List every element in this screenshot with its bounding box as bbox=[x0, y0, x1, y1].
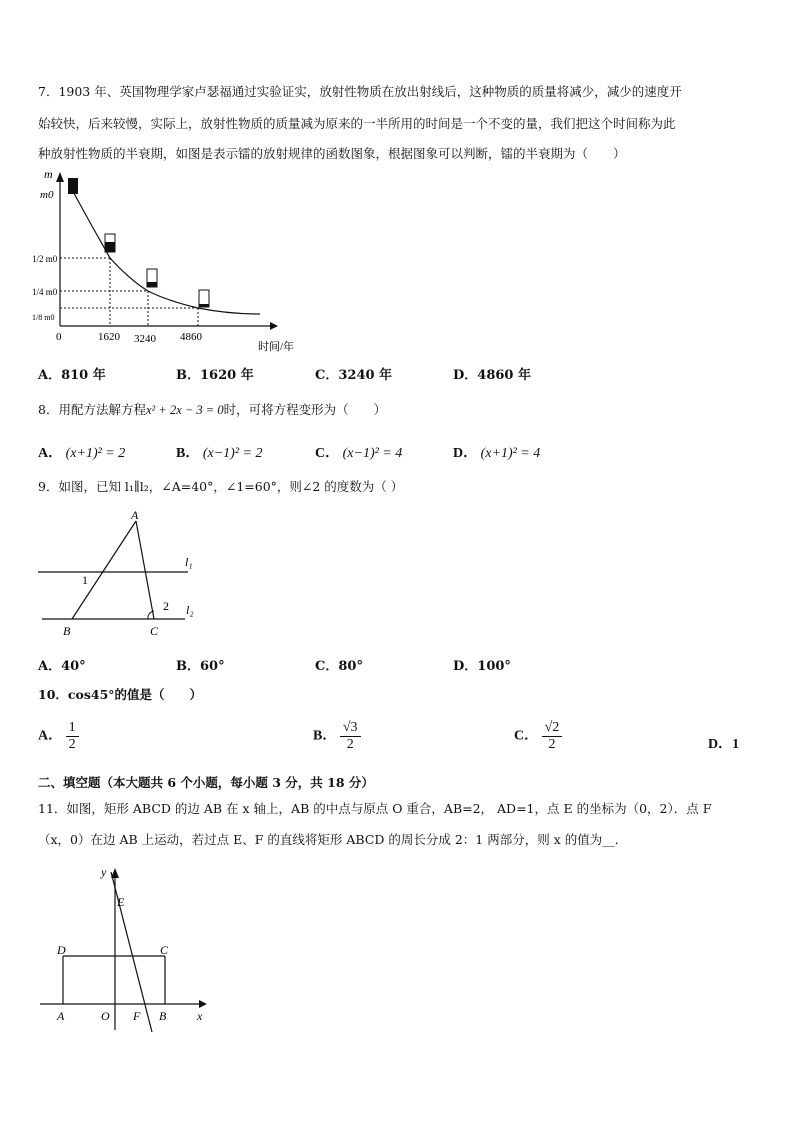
full-container-icon bbox=[68, 178, 78, 194]
svg-text:时间/年: 时间/年 bbox=[258, 341, 295, 353]
section-2-title: 二、填空题（本大题共 6 个小题，每小题 3 分，共 18 分） bbox=[38, 775, 374, 790]
q7-option-c[interactable]: C．3240 年 bbox=[315, 368, 393, 383]
q11-stem-line1: 11．如图，矩形 ABCD 的边 AB 在 x 轴上，AB 的中点与原点 O 重合，AB=2， AD=1，点 E 的坐标为（0，2）．点 F bbox=[38, 801, 712, 816]
svg-text:1/8 m0: 1/8 m0 bbox=[32, 313, 55, 322]
q7-option-a[interactable]: A．810 年 bbox=[38, 368, 106, 383]
q7-option-d[interactable]: D．4860 年 bbox=[453, 368, 531, 383]
svg-text:B: B bbox=[63, 624, 71, 638]
svg-text:x: x bbox=[197, 1009, 203, 1023]
svg-text:m: m bbox=[44, 168, 53, 181]
q7-stem-line2: 始较快，后来较慢，实际上，放射性物质的质量减为原来的一半所用的时间是一个不变的量，我们把这个时间称为此 bbox=[38, 116, 676, 131]
q11-rectangle-figure bbox=[35, 862, 220, 1037]
q11-stem-line2: （x，0）在边 AB 上运动，若过点 E、F 的直线将矩形 ABCD 的周长分成 2：1 两部分，则 x 的值为__． bbox=[38, 832, 628, 847]
svg-text:A: A bbox=[131, 508, 139, 522]
svg-text:1: 1 bbox=[82, 573, 88, 587]
q9-option-b[interactable]: B．60° bbox=[176, 659, 225, 674]
svg-text:B: B bbox=[159, 1009, 167, 1023]
svg-text:4860: 4860 bbox=[180, 331, 202, 343]
svg-text:C: C bbox=[150, 624, 159, 638]
q9-option-a[interactable]: A．40° bbox=[38, 659, 86, 674]
svg-text:2: 2 bbox=[163, 599, 169, 613]
svg-text:E: E bbox=[117, 895, 125, 909]
svg-text:l₁: l₁ bbox=[185, 555, 193, 569]
q10-stem: 10．cos45°的值是（ ） bbox=[38, 687, 203, 702]
q9-parallel-lines-figure bbox=[30, 505, 220, 645]
q8-option-a[interactable]: A． (x+1)² = 2 bbox=[38, 446, 126, 461]
svg-text:C: C bbox=[160, 943, 169, 957]
svg-text:A: A bbox=[57, 1009, 65, 1023]
q7-option-b[interactable]: B．1620 年 bbox=[176, 368, 254, 383]
q7-decay-graph bbox=[30, 168, 320, 358]
svg-text:D: D bbox=[57, 943, 66, 957]
q7-stem-line1: 7．1903 年、英国物理学家卢瑟福通过实验证实，放射性物质在放出射线后，这种物质的质量将减少，减少的速度开 bbox=[38, 84, 682, 99]
quarter-container-icon bbox=[147, 282, 157, 287]
q9-option-d[interactable]: D．100° bbox=[453, 659, 511, 674]
q8-option-c[interactable]: C． (x−1)² = 4 bbox=[315, 446, 403, 461]
svg-text:O: O bbox=[101, 1009, 110, 1023]
q10-option-c[interactable]: C． $\frac{√2}{2}$ bbox=[514, 720, 562, 753]
svg-text:m0: m0 bbox=[40, 189, 54, 201]
q8-stem: 8．用配方法解方程x² + 2x − 3 = 0时，可将方程变形为（ ） bbox=[38, 402, 387, 417]
svg-text:1/4 m0: 1/4 m0 bbox=[32, 287, 58, 297]
q7-stem-line3: 种放射性物质的半衰期，如图是表示镭的放射规律的函数图象，根据图象可以判断，镭的半衰期为（ ） bbox=[38, 146, 626, 161]
svg-text:0: 0 bbox=[56, 331, 62, 343]
half-container-icon bbox=[105, 242, 115, 252]
svg-text:3240: 3240 bbox=[134, 333, 156, 345]
q9-stem: 9．如图，已知 l₁∥l₂，∠A=40°，∠1=60°，则∠2 的度数为（ ） bbox=[38, 479, 404, 494]
q10-option-d[interactable]: D．1 bbox=[708, 737, 740, 752]
q10-option-b[interactable]: B． $\frac{√3}{2}$ bbox=[313, 720, 361, 753]
svg-text:F: F bbox=[133, 1009, 141, 1023]
svg-text:l₂: l₂ bbox=[186, 603, 194, 617]
q9-option-c[interactable]: C．80° bbox=[315, 659, 363, 674]
svg-text:1/2 m0: 1/2 m0 bbox=[32, 254, 58, 264]
svg-text:y: y bbox=[101, 865, 107, 879]
q8-option-d[interactable]: D． (x+1)² = 4 bbox=[453, 446, 541, 461]
q8-option-b[interactable]: B． (x−1)² = 2 bbox=[176, 446, 263, 461]
svg-text:1620: 1620 bbox=[98, 331, 120, 343]
eighth-container-icon bbox=[199, 304, 209, 307]
q10-option-a[interactable]: A． $\frac{1}{2}$ bbox=[38, 720, 79, 753]
